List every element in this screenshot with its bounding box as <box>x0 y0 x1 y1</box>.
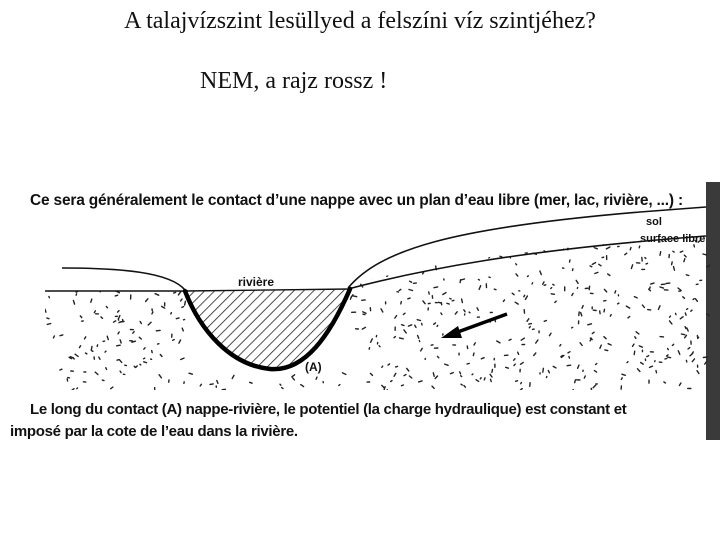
ground-surface-line <box>62 207 706 290</box>
river-channel <box>185 289 350 369</box>
caption-top: Ce sera généralement le contact d’une nappe avec un plan d’eau libre (mer, lac, rivière, ...) : <box>30 192 683 209</box>
caption-bottom-line1: Le long du contact (A) nappe-rivière, le potentiel (la charge hydraulique) est constant et <box>30 401 627 418</box>
flow-arrow-shaft <box>455 314 507 333</box>
slide-title: A talajvízszint lesüllyed a felszíni víz szintjéhez? <box>124 8 596 34</box>
water-table-line <box>45 236 706 291</box>
label-contact-a: (A) <box>305 360 322 374</box>
slide-subtitle: NEM, a rajz rossz ! <box>200 68 388 94</box>
label-sol: sol <box>646 216 662 228</box>
soil-texture <box>44 240 709 393</box>
label-river: rivière <box>238 275 275 289</box>
caption-bottom-line2: imposé par la cote de l’eau dans la rivière. <box>10 423 298 440</box>
label-surface: surface libre <box>640 233 706 245</box>
flow-arrow-head <box>441 326 462 338</box>
scan-edge <box>706 182 720 440</box>
